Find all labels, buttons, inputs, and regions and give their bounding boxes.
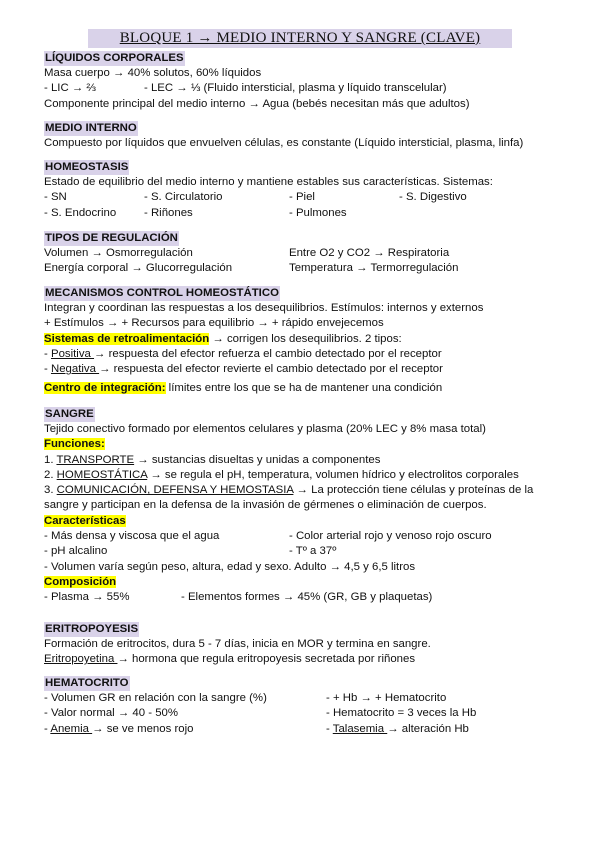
dash: - bbox=[44, 363, 51, 376]
list-item: - S. Digestivo bbox=[399, 191, 467, 204]
list-number: 3. bbox=[44, 484, 57, 497]
positiva-line bbox=[44, 347, 558, 362]
list-item: - Riñones bbox=[144, 206, 193, 219]
heading-homeostasis: HOMEOSTASIS bbox=[45, 161, 129, 173]
section-regulacion bbox=[44, 231, 558, 277]
centro-line bbox=[44, 381, 558, 396]
list-item: - Hematocrito = 3 veces la Hb bbox=[326, 707, 477, 720]
anemia-label: Anemia bbox=[50, 722, 93, 735]
heading-regulacion: TIPOS DE REGULACIÓN bbox=[45, 232, 178, 244]
section-medio-interno bbox=[44, 121, 558, 151]
retro-highlight: Sistemas de retroalimentación bbox=[44, 332, 210, 345]
lic-text: - LIC → ⅔ bbox=[44, 82, 96, 95]
text-line: Estado de equilibrio del medio interno y mantiene estables sus características. Sistemas: bbox=[44, 176, 493, 188]
lic-lec-row bbox=[44, 81, 558, 96]
negativa-text: → respuesta del efector revierte el cambio detectado por el receptor bbox=[99, 363, 443, 376]
list-item: - Plasma → 55% bbox=[44, 591, 130, 604]
text-line: Integran y coordinan las respuestas a los desequilibrios. Estímulos: internos y externos bbox=[44, 302, 484, 314]
section-mecanismos bbox=[44, 286, 558, 397]
section-hematocrito bbox=[44, 676, 558, 737]
sistemas-row bbox=[44, 190, 558, 205]
text-line: Tejido conectivo formado por elementos celulares y plasma (20% LEC y 8% masa total) bbox=[44, 423, 486, 435]
list-item: - Piel bbox=[289, 191, 315, 204]
regulacion-row bbox=[44, 261, 558, 276]
heading-liquidos: LÍQUIDOS CORPORALES bbox=[45, 52, 184, 64]
comunicacion-label: COMUNICACIÓN, DEFENSA Y HEMOSTASIA bbox=[56, 484, 294, 497]
text-line: Masa cuerpo → 40% solutos, 60% líquidos bbox=[44, 67, 262, 79]
sistemas-row bbox=[44, 206, 558, 221]
homeostatica-text: → se regula el pH, temperatura, volumen hídrico y electrolitos corporales bbox=[147, 468, 519, 481]
heading-sangre: SANGRE bbox=[45, 408, 94, 420]
talasemia-item bbox=[326, 722, 469, 737]
funcion-1 bbox=[44, 453, 558, 468]
dash: - bbox=[44, 347, 51, 360]
talasemia-label: Talasemia bbox=[332, 722, 388, 735]
caracteristicas-row bbox=[44, 529, 558, 544]
centro-text: límites entre los que se ha de mantener una condición bbox=[165, 382, 443, 395]
hematocrito-row bbox=[44, 691, 558, 706]
page-title: BLOQUE 1 → MEDIO INTERNO Y SANGRE (CLAVE) bbox=[88, 29, 512, 48]
list-item: - S. Endocrino bbox=[44, 206, 117, 219]
funciones-line bbox=[44, 437, 558, 452]
text-line: - Volumen varía según peso, altura, edad y sexo. Adulto → 4,5 y 6,5 litros bbox=[44, 560, 416, 573]
epo-line bbox=[44, 652, 558, 667]
section-eritropoyesis bbox=[44, 622, 558, 668]
text-line: Compuesto por líquidos que envuelven células, es constante (Líquido intersticial, plasma, linfa) bbox=[44, 137, 524, 149]
list-number: 1. bbox=[44, 453, 57, 466]
caracteristicas-highlight: Características bbox=[44, 514, 126, 527]
composicion-row bbox=[44, 590, 558, 605]
list-item: - SN bbox=[44, 191, 67, 204]
list-item: - pH alcalino bbox=[44, 545, 108, 558]
list-item: Energía corporal → Glucorregulación bbox=[44, 262, 233, 275]
retro-text: → corrigen los desequilibrios. 2 tipos: bbox=[209, 332, 402, 345]
hematocrito-row bbox=[44, 706, 558, 721]
list-item: - Elementos formes → 45% (GR, GB y plaquetas) bbox=[181, 591, 433, 604]
funcion-2 bbox=[44, 468, 558, 483]
section-sangre bbox=[44, 407, 558, 606]
negativa-label: Negativa bbox=[50, 363, 100, 376]
list-item: Temperatura → Termorregulación bbox=[289, 262, 459, 275]
negativa-line bbox=[44, 362, 558, 377]
list-item: - + Hb → + Hematocrito bbox=[326, 692, 447, 704]
homeostatica-label: HOMEOSTÁTICA bbox=[56, 468, 148, 481]
section-liquidos bbox=[44, 51, 558, 112]
dash: - bbox=[44, 722, 51, 735]
epo-label: Eritropoyetina bbox=[44, 653, 118, 666]
talasemia-text: → alteración Hb bbox=[387, 722, 469, 735]
list-number: 2. bbox=[44, 468, 57, 481]
list-item: - Volumen GR en relación con la sangre (%) bbox=[44, 692, 267, 704]
list-item: - Tº a 37º bbox=[289, 545, 337, 558]
comunicacion-text: → La protección tiene células y proteínas de la sangre y participan en la defensa de la invasión de gérmenes o eliminación de cuerpos. bbox=[44, 484, 534, 512]
funcion-3 bbox=[44, 483, 558, 514]
centro-highlight: Centro de integración: bbox=[44, 382, 166, 395]
composicion-line bbox=[44, 575, 558, 590]
list-item: - Color arterial rojo y venoso rojo oscuro bbox=[289, 530, 492, 543]
list-item: Entre O2 y CO2 → Respiratoria bbox=[289, 247, 450, 259]
list-item: - Valor normal → 40 - 50% bbox=[44, 707, 178, 720]
heading-mecanismos: MECANISMOS CONTROL HOMEOSTÁTICO bbox=[45, 287, 279, 299]
heading-medio-interno: MEDIO INTERNO bbox=[45, 122, 137, 134]
composicion-highlight: Composición bbox=[44, 575, 117, 588]
list-item: - S. Circulatorio bbox=[144, 191, 223, 204]
text-line: Componente principal del medio interno → Agua (bebés necesitan más que adultos) bbox=[44, 97, 470, 110]
caracteristicas-line bbox=[44, 514, 558, 529]
retro-line bbox=[44, 332, 558, 347]
hematocrito-row bbox=[44, 722, 558, 737]
transporte-text: → sustancias disueltas y unidas a componentes bbox=[134, 453, 381, 466]
heading-hematocrito: HEMATOCRITO bbox=[45, 677, 129, 689]
anemia-item bbox=[44, 722, 193, 737]
text-line: + Estímulos → + Recursos para equilibrio → + rápido envejecemos bbox=[44, 317, 384, 330]
regulacion-row bbox=[44, 246, 558, 261]
text-line: Formación de eritrocitos, dura 5 - 7 días, inicia en MOR y termina en sangre. bbox=[44, 638, 431, 650]
list-item: Volumen → Osmorregulación bbox=[44, 247, 193, 259]
anemia-text: → se ve menos rojo bbox=[92, 722, 194, 735]
list-item: - Más densa y viscosa que el agua bbox=[44, 530, 220, 543]
positiva-text: → respuesta del efector refuerza el cambio detectado por el receptor bbox=[94, 347, 442, 360]
epo-text: → hormona que regula eritropoyesis secretada por riñones bbox=[117, 653, 416, 666]
list-item: - Pulmones bbox=[289, 206, 347, 219]
positiva-label: Positiva bbox=[50, 347, 95, 360]
funciones-highlight: Funciones: bbox=[44, 438, 105, 451]
section-homeostasis bbox=[44, 160, 558, 221]
transporte-label: TRANSPORTE bbox=[56, 453, 135, 466]
lec-text: - LEC → ⅓ (Fluido intersticial, plasma y líquido transcelular) bbox=[144, 82, 447, 95]
dash: - bbox=[326, 722, 333, 735]
caracteristicas-row bbox=[44, 544, 558, 559]
heading-eritropoyesis: ERITROPOYESIS bbox=[45, 623, 139, 635]
